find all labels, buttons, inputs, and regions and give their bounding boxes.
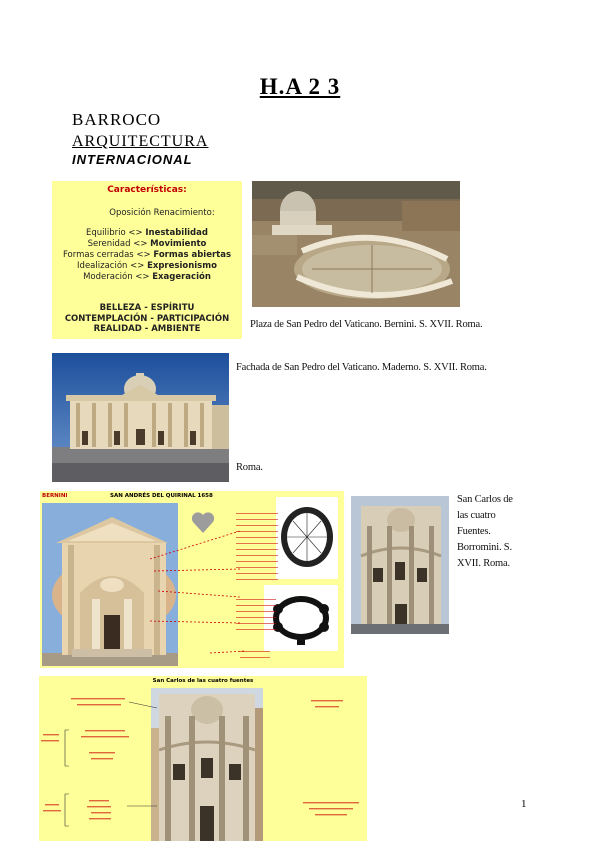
annotation-block bbox=[240, 651, 270, 663]
san-carlos-board-title: San Carlos de las cuatro fuentes bbox=[152, 678, 254, 684]
pair-row: Equilibrio <> Inestabilidad bbox=[86, 228, 208, 238]
floor-plan-top bbox=[276, 497, 338, 579]
pair-row: Moderación <> Exageración bbox=[83, 272, 211, 282]
characteristics-box bbox=[52, 181, 242, 339]
bernini-board-title: SAN ANDRÉS DEL QUIRINAL 1658 bbox=[110, 493, 213, 499]
fachada-photo bbox=[52, 353, 229, 482]
san-carlos-board bbox=[39, 676, 367, 841]
characteristics-title: Características: bbox=[107, 185, 187, 195]
opposition-label: Oposición Renacimiento: bbox=[109, 208, 215, 218]
bernini-board bbox=[40, 491, 344, 668]
section-heading: BARROCO bbox=[72, 110, 162, 129]
plaza-san-pedro-photo bbox=[252, 181, 460, 307]
roma-caption: Roma. bbox=[236, 462, 263, 473]
opposition-pairs bbox=[52, 228, 242, 283]
annotation-block bbox=[236, 513, 278, 581]
annotation-block bbox=[236, 599, 276, 635]
san-carlos-caption: San Carlos de las cuatro Fuentes. Borromini. S. XVII. Roma. bbox=[457, 494, 513, 569]
san-carlos-annotations bbox=[39, 686, 367, 841]
fachada-caption: Fachada de San Pedro del Vaticano. Maderno. S. XVII. Roma. bbox=[236, 362, 487, 373]
values-list: BELLEZA - ESPÍRITU CONTEMPLACIÓN - PARTICIPACIÓN REALIDAD - AMBIENTE bbox=[64, 303, 230, 334]
pair-row: Serenidad <> Movimiento bbox=[87, 239, 207, 249]
page-number: 1 bbox=[521, 798, 527, 810]
pair-row: Idealización <> Expresionismo bbox=[77, 261, 217, 271]
page-title: H.A 2 3 bbox=[259, 74, 341, 99]
subject-heading: ARQUITECTURA bbox=[72, 133, 209, 150]
plaza-caption: Plaza de San Pedro del Vaticano. Bernini. S. XVII. Roma. bbox=[250, 319, 483, 330]
scope-heading: INTERNACIONAL bbox=[72, 152, 193, 167]
pair-row: Formas cerradas <> Formas abiertas bbox=[62, 250, 232, 260]
san-carlos-photo bbox=[351, 496, 449, 634]
bernini-author-label: BERNINI bbox=[42, 493, 68, 499]
